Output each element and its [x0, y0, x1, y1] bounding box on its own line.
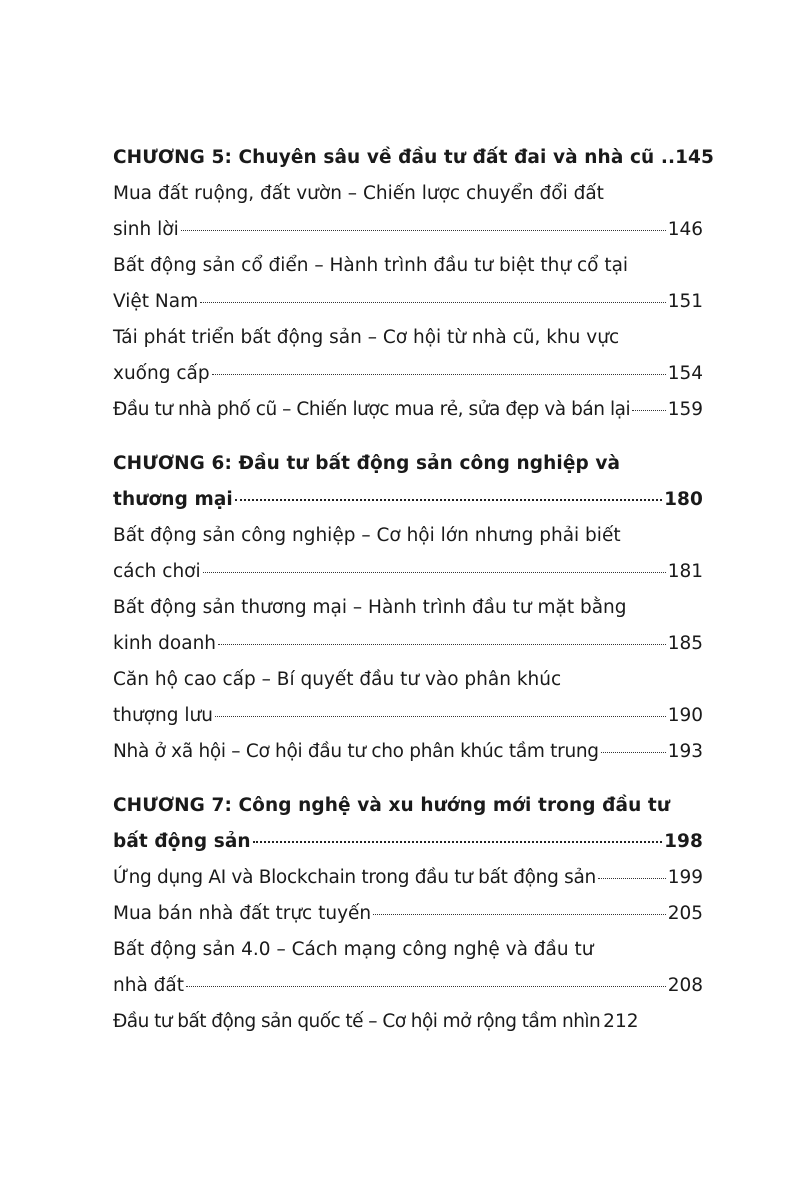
dot-leader — [373, 914, 666, 915]
toc-entry[interactable] — [113, 734, 703, 770]
toc-entry[interactable] — [113, 860, 703, 896]
dot-leader — [186, 986, 666, 987]
entry-page-number: 212 — [603, 1011, 639, 1032]
chapter-title-text: CHƯƠNG 7: Công nghệ và xu hướng mới trong đầu tư — [113, 795, 671, 816]
entry-page-number: 154 — [667, 363, 703, 384]
toc-entry[interactable] — [113, 1004, 703, 1040]
entry-title-line: xuống cấp — [113, 363, 210, 384]
chapter-title-text: thương mại — [113, 489, 233, 510]
entry-title-line: Bất động sản 4.0 – Cách mạng công nghệ và đầu tư — [113, 939, 594, 960]
dot-leader — [200, 302, 666, 303]
toc-entry[interactable] — [113, 932, 703, 1004]
table-of-contents — [113, 140, 714, 1058]
entry-title-line: nhà đất — [113, 975, 185, 996]
toc-entry[interactable] — [113, 518, 703, 590]
chapter-page-number: 180 — [664, 489, 703, 510]
toc-entry[interactable] — [113, 392, 703, 428]
entry-title-line: kinh doanh — [113, 633, 217, 654]
chapter-title — [113, 788, 703, 860]
dot-leader — [632, 410, 665, 411]
chapter-page-number: 198 — [664, 831, 703, 852]
dot-leader — [203, 572, 666, 573]
entry-title-line: Bất động sản thương mại – Hành trình đầu tư mặt bằng — [113, 597, 627, 618]
chapter-title — [113, 140, 714, 176]
entry-title-line: thượng lưu — [113, 705, 213, 726]
entry-title-line: Đầu tư nhà phố cũ – Chiến lược mua rẻ, sửa đẹp và bán lại — [113, 399, 631, 420]
chapter-title-text: CHƯƠNG 5: Chuyên sâu về đầu tư đất đai và nhà cũ .. — [113, 147, 676, 168]
toc-entry[interactable] — [113, 320, 703, 392]
chapter-page-number: 145 — [675, 147, 714, 168]
toc-entry[interactable] — [113, 176, 703, 248]
chapter-title-text: bất động sản — [113, 831, 251, 852]
entry-title-line: Việt Nam — [113, 291, 199, 312]
entry-page-number: 181 — [667, 561, 703, 582]
entry-title-line: Mua bán nhà đất trực tuyến — [113, 903, 372, 924]
entry-title-line: Đầu tư bất động sản quốc tế – Cơ hội mở rộng tầm nhìn — [113, 1011, 601, 1032]
entry-title-line: Bất động sản cổ điển – Hành trình đầu tư biệt thự cổ tại — [113, 255, 629, 276]
entry-title-line: Bất động sản công nghiệp – Cơ hội lớn nhưng phải biết — [113, 525, 621, 546]
toc-entry[interactable] — [113, 896, 703, 932]
dot-leader — [212, 374, 666, 375]
dot-leader — [181, 230, 666, 231]
entry-page-number: 151 — [667, 291, 703, 312]
entry-page-number: 208 — [667, 975, 703, 996]
toc-entry[interactable] — [113, 662, 703, 734]
dot-leader — [215, 716, 666, 717]
entry-title-line: Căn hộ cao cấp – Bí quyết đầu tư vào phân khúc — [113, 669, 562, 690]
entry-page-number: 146 — [667, 219, 703, 240]
dot-leader — [601, 752, 666, 753]
toc-entry[interactable] — [113, 590, 703, 662]
toc-entry[interactable] — [113, 248, 703, 320]
entry-title-line: Tái phát triển bất động sản – Cơ hội từ nhà cũ, khu vực — [113, 327, 620, 348]
dot-leader — [598, 878, 666, 879]
chapter-6 — [113, 446, 703, 770]
entry-title-line: Nhà ở xã hội – Cơ hội đầu tư cho phân khúc tầm trung — [113, 741, 599, 762]
chapter-title — [113, 446, 703, 518]
chapter-7 — [113, 788, 703, 1040]
entry-page-number: 205 — [667, 903, 703, 924]
entry-title-line: Mua đất ruộng, đất vườn – Chiến lược chuyển đổi đất — [113, 183, 604, 204]
entry-page-number: 193 — [667, 741, 703, 762]
dot-leader — [235, 499, 662, 501]
entry-title-line: sinh lời — [113, 219, 179, 240]
dot-leader — [253, 841, 662, 843]
entry-title-line: cách chơi — [113, 561, 201, 582]
dot-leader — [218, 644, 666, 645]
chapter-title-text: CHƯƠNG 6: Đầu tư bất động sản công nghiệp và — [113, 453, 621, 474]
entry-title-line: Ứng dụng AI và Blockchain trong đầu tư bất động sản — [113, 867, 596, 888]
entry-page-number: 159 — [667, 399, 703, 420]
entry-page-number: 190 — [667, 705, 703, 726]
entry-page-number: 185 — [667, 633, 703, 654]
entry-page-number: 199 — [667, 867, 703, 888]
chapter-5 — [113, 140, 714, 428]
